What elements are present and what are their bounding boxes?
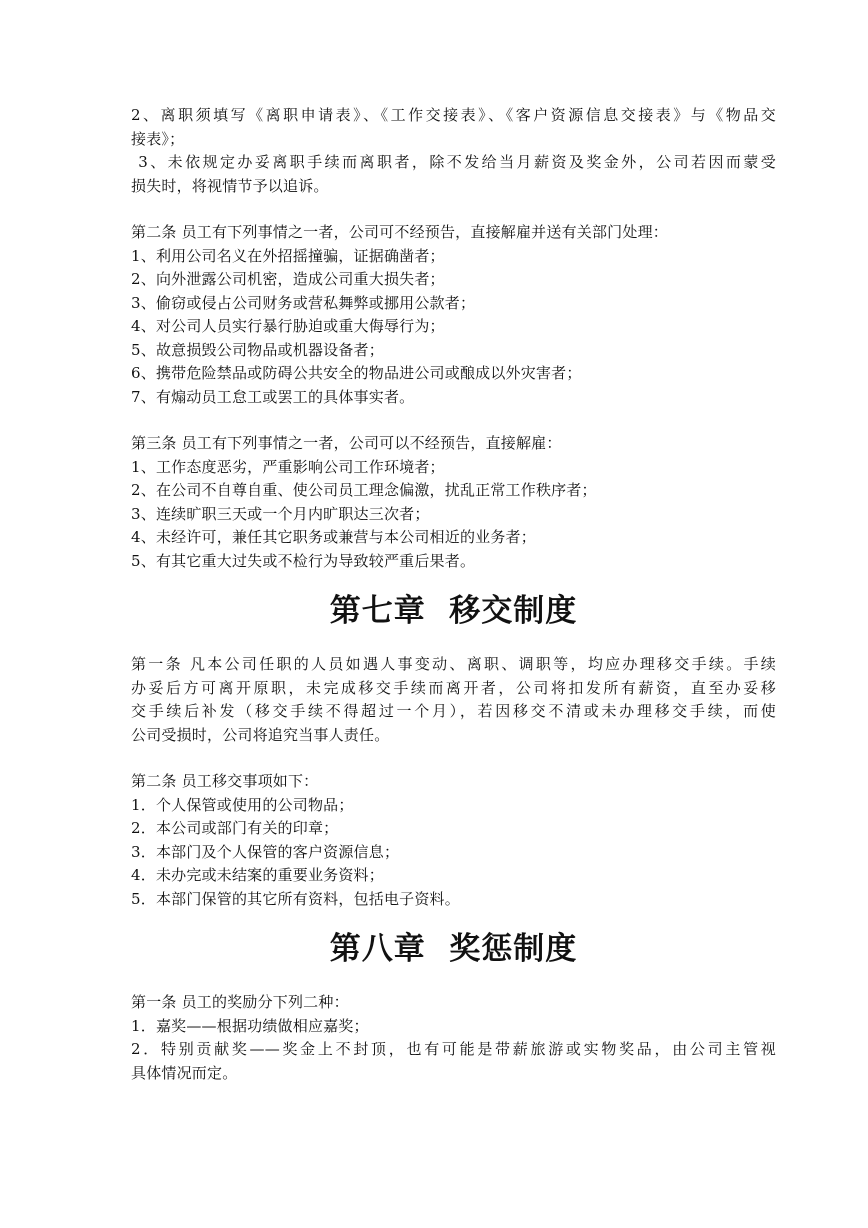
list-item: 2．本公司或部门有关的印章；: [131, 819, 339, 837]
text-line: 2、离职须填写《离职申请表》、《工作交接表》、《客户资源信息交接表》与《物品交: [131, 106, 776, 124]
text-line: 公司受损时，公司将追究当事人责任。: [131, 725, 390, 744]
text-line: 第二条 员工移交事项如下：: [131, 772, 319, 790]
text-line: 第一条 员工的奖励分下列二种：: [131, 993, 349, 1011]
list-item: 1．个人保管或使用的公司物品；: [131, 795, 354, 814]
chapter-8-article-1: [131, 991, 776, 1085]
paragraph-resignation-procedures: [131, 104, 776, 198]
chapter-7-article-2: [131, 770, 776, 911]
text-line: 接表》；: [131, 129, 185, 148]
list-item: 2．特别贡献奖——奖金上不封顶，也有可能是带薪旅游或实物奖品，由公司主管视: [131, 1040, 776, 1058]
text-line: 损失时，将视情节予以追诉。: [131, 176, 329, 195]
article-3-dismissal: [131, 432, 776, 573]
paragraph-gap: [131, 747, 776, 770]
list-item: 3、连续旷职三天或一个月内旷职达三次者；: [131, 504, 430, 523]
list-item: 4、未经许可，兼任其它职务或兼营与本公司相近的业务者；: [131, 528, 536, 546]
text-line: 3、未依规定办妥离职手续而离职者，除不发给当月薪资及奖金外，公司若因而蒙受: [131, 153, 776, 171]
text-line: 第一条 凡本公司任职的人员如遇人事变动、离职、调职等，均应办理移交手续。手续: [131, 655, 776, 673]
text-line: 第三条 员工有下列事情之一者，公司可以不经预告，直接解雇：: [131, 434, 562, 452]
list-item: 2、向外泄露公司机密，造成公司重大损失者；: [131, 270, 445, 288]
list-item: 6、携带危险禁品或防碍公共安全的物品进公司或酿成以外灾害者；: [131, 364, 582, 382]
document-body: [131, 104, 776, 1085]
chapter-7-heading: 第七章 移交制度: [329, 593, 578, 629]
list-item: 4．未办完或未结案的重要业务资料；: [131, 866, 384, 884]
list-item: 5、故意损毁公司物品或机器设备者；: [131, 340, 384, 359]
list-item: 1、利用公司名义在外招摇撞骗，证据确凿者；: [131, 246, 445, 265]
paragraph-gap: [131, 409, 776, 432]
text-line: 第二条 员工有下列事情之一者，公司可不经预告，直接解雇并送有关部门处理：: [131, 223, 668, 241]
list-item: 5、有其它重大过失或不检行为导致较严重后果者。: [131, 551, 476, 570]
list-item: 1．嘉奖——根据功绩做相应嘉奖；: [131, 1016, 369, 1035]
text-line: 具体情况而定。: [131, 1063, 238, 1082]
article-2-dismissal-with-referral: [131, 221, 776, 409]
list-item: 3．本部门及个人保管的客户资源信息；: [131, 842, 400, 861]
list-item: 7、有煽动员工怠工或罢工的具体事实者。: [131, 387, 415, 406]
paragraph-gap: [131, 198, 776, 221]
chapter-7-article-1: [131, 653, 776, 747]
list-item: 5．本部门保管的其它所有资料，包括电子资料。: [131, 889, 460, 908]
list-item: 2、在公司不自尊自重、使公司员工理念偏激，扰乱正常工作秩序者；: [131, 481, 597, 499]
text-line: 办妥后方可离开原职，未完成移交手续而离开者，公司将扣发所有薪资，直至办妥移: [131, 678, 776, 697]
chapter-8-heading: 第八章 奖惩制度: [329, 931, 578, 967]
text-line: 交手续后补发（移交手续不得超过一个月），若因移交不清或未办理移交手续，而使: [131, 702, 776, 720]
list-item: 1、工作态度恶劣，严重影响公司工作环境者；: [131, 457, 445, 476]
list-item: 4、对公司人员实行暴行胁迫或重大侮辱行为；: [131, 317, 445, 335]
list-item: 3、偷窃或侵占公司财务或营私舞弊或挪用公款者；: [131, 293, 476, 312]
